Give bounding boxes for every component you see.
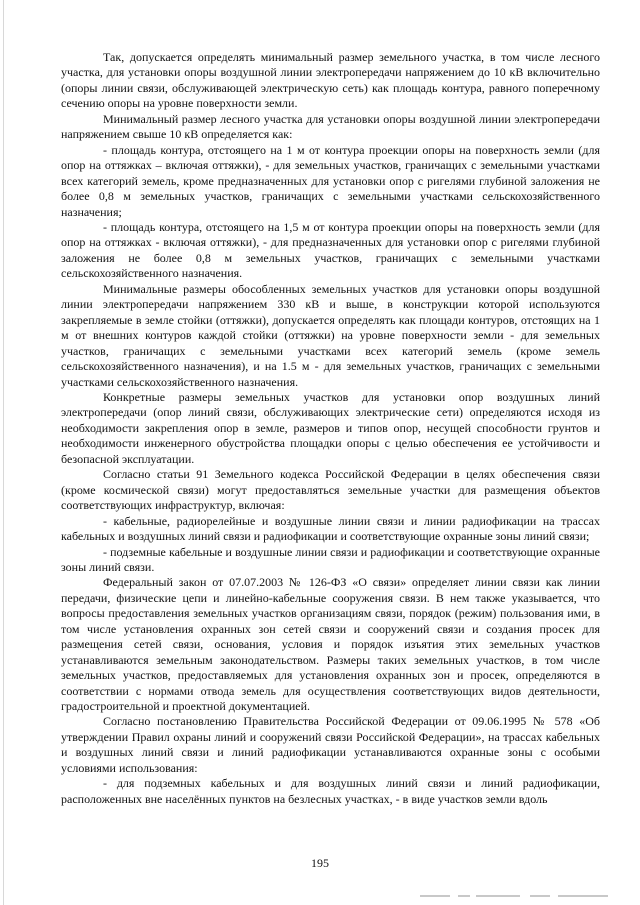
scan-artifact <box>420 895 620 901</box>
scan-edge <box>3 0 4 905</box>
paragraph-3: Минимальные размеры обособленных земельных участков для установки опоры воздушной линии электропередачи напряжением 330 кВ и выше, в конструкции которой используются закрепляемые в земле стойки (оттяжки), допускается определять как площади контуров, отстоящих на 1 м от внешних контуров каждой стойки (оттяжки) на уровне поверхности земли - для земельных участков, граничащих с земельными участками всех категорий земель (кроме земель сельскохозяйственного назначения), и на 1.5 м - для земельных участков, граничащих с земельными участками сельскохозяйственного назначения. <box>61 281 600 389</box>
list-item-2: - площадь контура, отстоящего на 1,5 м от контура проекции опоры на поверхность земли (для опор на оттяжках - включая оттяжки), - для предназначенных для установки опор с ригелями глубиной заложения не более 0,8 м земельных участков, граничащих с земельными участками сельскохозяйственного назначения. <box>61 219 600 281</box>
page-number: 195 <box>311 856 329 870</box>
list-item-3: - кабельные, радиорелейные и воздушные линии связи и линии радиофикации на трассах кабельных и воздушных линий связи и радиофикации и соответствующие охранные зоны линий связи; <box>61 513 600 544</box>
paragraph-6: Федеральный закон от 07.07.2003 № 126-ФЗ «О связи» определяет линии связи как линии передачи, физические цепи и линейно-кабельные сооружения связи. В нем также указывается, что вопросы предоставления земельных участков организациям связи, порядок (режим) пользования ими, в том числе установления охранных зон сетей связи и сооружений связи и создания просек для размещения сетей связи, основания, условия и порядок изъятия этих земельных участков устанавливаются земельным законодательством. Размеры таких земельных участков, в том числе земельных участков, предоставляемых для установления охранных зон и просек, определяются в соответствии с нормами отвода земель для осуществления соответствующих видов деятельности, градостроительной и проектной документацией. <box>61 575 600 714</box>
list-item-4: - подземные кабельные и воздушные линии связи и радиофикации и соответствующие охранные зоны линий связи. <box>61 544 600 574</box>
paragraph-2: Минимальный размер лесного участка для установки опоры воздушной линии электропередачи напряжением свыше 10 кВ определяется как: <box>61 111 600 142</box>
paragraph-1: Так, допускается определять минимальный размер земельного участка, в том числе лесного участка, для установки опоры воздушной линии электропередачи напряжением до 10 кВ включительно (опоры линии связи, обслуживающей электрическую сеть) как площадь контура, равного поперечному сечению опоры на уровне поверхности земли. <box>61 50 600 111</box>
document-body <box>61 50 600 807</box>
paragraph-7: Согласно постановлению Правительства Российской Федерации от 09.06.1995 № 578 «Об утверждении Правил охраны линий и сооружений связи Российской Федерации», на трассах кабельных и воздушных линий связи и линий радиофикации устанавливаются охранные зоны с особыми условиями использования: <box>61 714 600 775</box>
paragraph-5: Согласно статьи 91 Земельного кодекса Российской Федерации в целях обеспечения связи (кроме космической связи) могут предоставляться земельные участки для размещения объектов соответствующих инфраструктур, включая: <box>61 467 600 513</box>
paragraph-4: Конкретные размеры земельных участков для установки опор воздушных линий электропередачи (опор линий связи, обслуживающих электрические сети) определяются исходя из необходимости закрепления опор в земле, размеров и типов опор, несущей способности грунтов и необходимости инженерного обустройства площадки опоры с целью обеспечения ее устойчивости и безопасной эксплуатации. <box>61 389 600 466</box>
list-item-1: - площадь контура, отстоящего на 1 м от контура проекции опоры на поверхность земли (для опор на оттяжках – включая оттяжки), - для земельных участков, граничащих с земельными участками всех категорий земель, кроме предназначенных для установки опор с ригелями глубиной заложения не более 0,8 м земельных участков, граничащих с земельными участками сельскохозяйственного назначения; <box>61 142 600 219</box>
list-item-5: - для подземных кабельных и для воздушных линий связи и линий радиофикации, расположенных вне населённых пунктов на безлесных участках, - в виде участков земли вдоль <box>61 776 600 806</box>
